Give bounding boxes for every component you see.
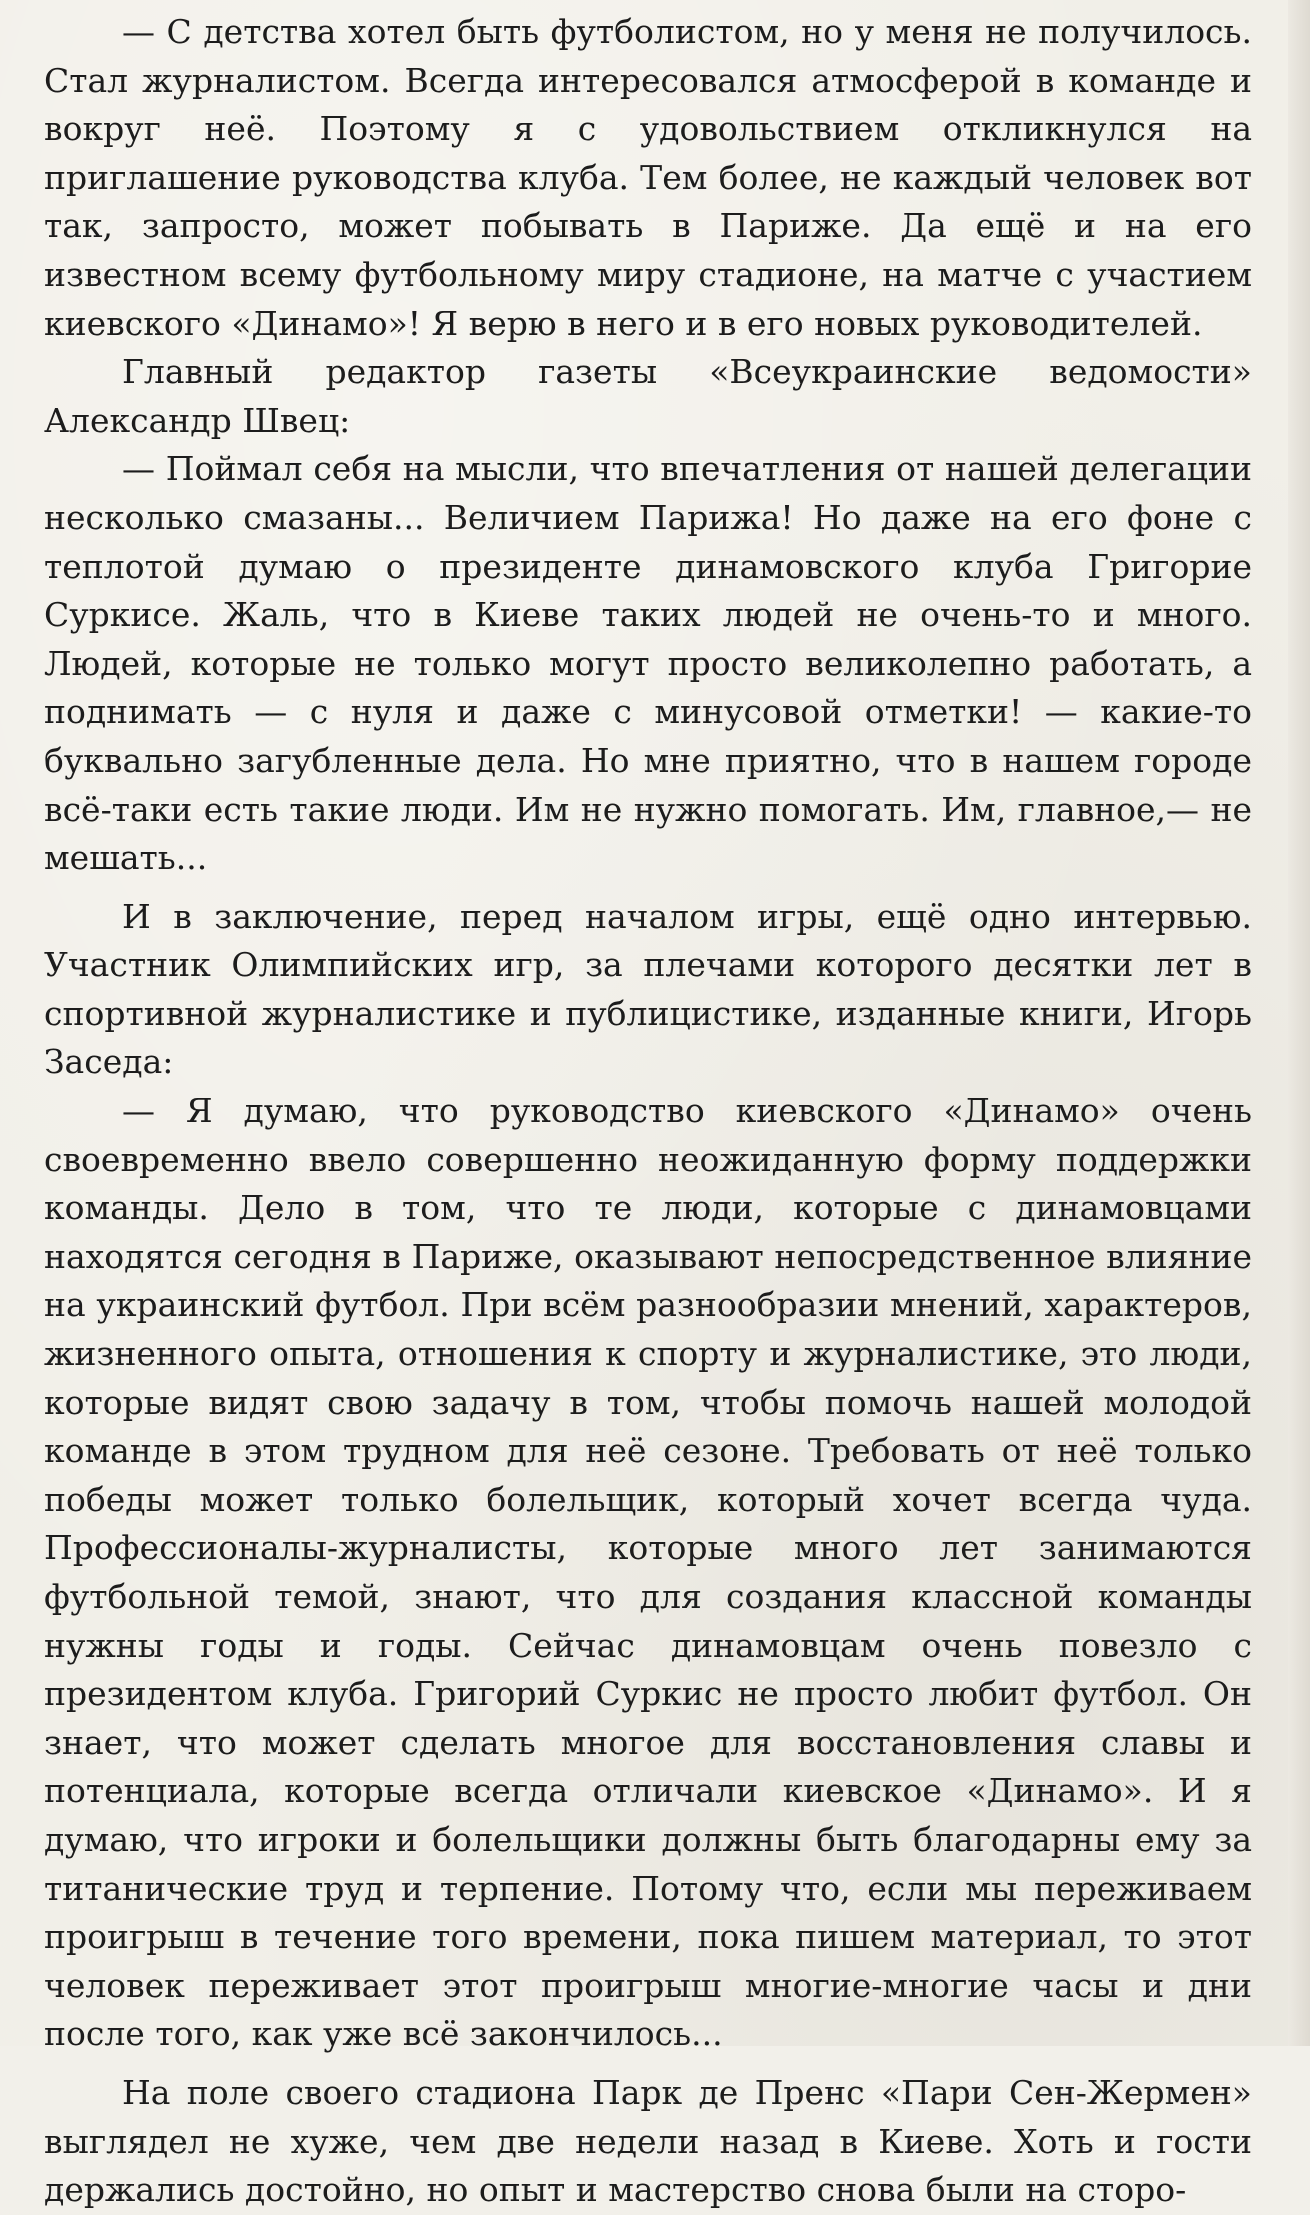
paragraph-zaseda-quote: — Я думаю, что руководство киевского «Динамо» очень своевременно ввело совершенно неожиданную форму поддержки команды. Дело в том, что те люди, которые с динамовцами находятся сегодня в Париже, оказывают непосредственное влияние на украинский футбол. При всём разнообразии мнений, характеров, жизненного опыта, отношения к спорту и журналистике, это люди, которые видят свою задачу в том, чтобы помочь нашей молодой команде в этом трудном для неё сезоне. Требовать от неё только победы может только болельщик, который хочет всегда чуда. Профессионалы-журналисты, которые много лет занимаются футбольной темой, знают, что для создания классной команды нужны годы и годы. Сейчас динамовцам очень повезло с президентом клуба. Григорий Суркис не просто любит футбол. Он знает, что может сделать многое для восстановления славы и потенциала, которые всегда отличали киевское «Динамо». И я думаю, что игроки и болельщики должны быть благодарны ему за титанические труд и терпение. Потому что, если мы переживаем проигрыш в течение того времени, пока пишем материал, то этот человек переживает этот проигрыш многие-многие часы и дни после того, как уже всё закончилось... bbox=[44, 1091, 1252, 2054]
paragraph-shvets-quote: — Поймал себя на мысли, что впечатления от нашей делегации несколько смазаны... Величием Парижа! Но даже на его фоне с теплотой думаю о президенте динамовского клуба Григорие Суркисе. Жаль, что в Киеве таких людей не очень-то и много. Людей, которые не только могут просто великолепно работать, а поднимать — с нуля и даже с минусовой отметки! — какие-то буквально загубленные дела. Но мне приятно, что в нашем городе всё-таки есть такие люди. Им не нужно помогать. Им, главное,— не мешать... bbox=[44, 449, 1252, 878]
paragraph-editor-intro: Главный редактор газеты «Всеукраинские ведомости» Александр Швец: bbox=[44, 352, 1252, 440]
paragraph-quote-intro: — С детства хотел быть футболистом, но у меня не получилось. Стал журналистом. Всегда интересовался атмосферой в команде и вокруг неё. Поэтому я с удовольствием откликнулся на приглашение руководства клуба. Тем более, не каждый человек вот так, запросто, может побывать в Париже. Да ещё и на его известном всему футбольному миру стадионе, на матче с участием киевского «Динамо»! Я верю в него и в его новых руководителей. bbox=[44, 12, 1252, 343]
body-text bbox=[44, 8, 1252, 2215]
page-edge bbox=[1288, 0, 1310, 2046]
paragraph-final-interview: И в заключение, перед началом игры, ещё одно интервью. Участник Олимпийских игр, за плечами которого десятки лет в спортивной журналистике и публицистике, изданные книги, Игорь Заседа: bbox=[44, 896, 1252, 1082]
paragraph-match-report: На поле своего стадиона Парк де Пренс «Пари Сен-Жермен» выглядел не хуже, чем две недели назад в Киеве. Хоть и гости держались достойно, но опыт и мастерство снова были на сторо- bbox=[44, 2072, 1252, 2210]
